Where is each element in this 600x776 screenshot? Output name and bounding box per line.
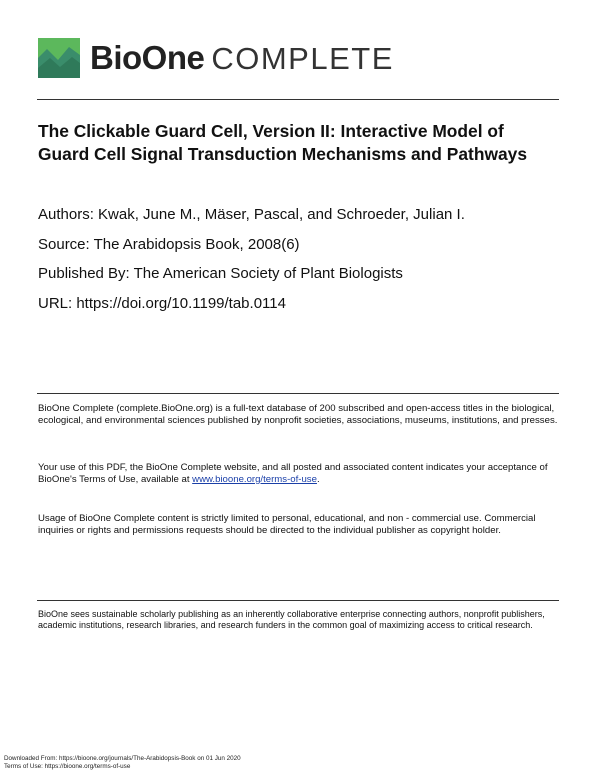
bioone-logo	[38, 36, 438, 80]
mission-statement: BioOne sees sustainable scholarly publishing as an inherently collaborative enterprise connecting authors, nonprofit publishers, academic institutions, research libraries, and research funders in the common goal of maximizing access to critical research.	[38, 609, 545, 631]
terms-of-use-link[interactable]: www.bioone.org/terms-of-use	[192, 473, 317, 485]
article-title: The Clickable Guard Cell, Version II: Interactive Model of Guard Cell Signal Transduction Mechanisms and Pathways	[38, 121, 527, 164]
logo-wordmark	[90, 39, 394, 77]
article-url[interactable]: URL: https://doi.org/10.1199/tab.0114	[38, 294, 286, 312]
terms-text: Your use of this PDF, the BioOne Complete website, and all posted and associated content indicates your acceptance of BioOne's Terms of Use, available at	[38, 462, 548, 485]
downloaded-from: Downloaded From: https://bioone.org/journals/The-Arabidopsis-Book on 01 Jun 2020	[4, 755, 241, 762]
header-divider	[37, 99, 559, 100]
logo-name-bold: BioOne	[90, 39, 205, 76]
usage-restrictions: Usage of BioOne Complete content is strictly limited to personal, educational, and non - commercial use. Commercial inquiries or rights and permissions requests should be directed to the individual publisher as copyright holder.	[38, 513, 536, 536]
logo-name-light: COMPLETE	[211, 41, 394, 76]
terms-text-end: .	[316, 473, 320, 485]
download-footer	[4, 755, 241, 771]
database-description: BioOne Complete (complete.BioOne.org) is a full-text database of 200 subscribed and open-access titles in the biological, ecological, and environmental sciences published by nonprofit societies, associations, museums, institutions, and presses.	[38, 403, 558, 426]
mission-divider	[37, 600, 559, 601]
article-source: Source: The Arabidopsis Book, 2008(6)	[38, 235, 300, 253]
terms-of-use-footer: Terms of Use: https://bioone.org/terms-of-use	[4, 763, 131, 770]
terms-of-use-notice	[38, 462, 560, 485]
bioone-logo-icon	[38, 38, 80, 78]
notice-divider	[37, 393, 559, 394]
article-publisher: Published By: The American Society of Plant Biologists	[38, 265, 403, 283]
article-metadata	[38, 205, 465, 323]
article-authors: Authors: Kwak, June M., Mäser, Pascal, and Schroeder, Julian I.	[38, 206, 465, 223]
